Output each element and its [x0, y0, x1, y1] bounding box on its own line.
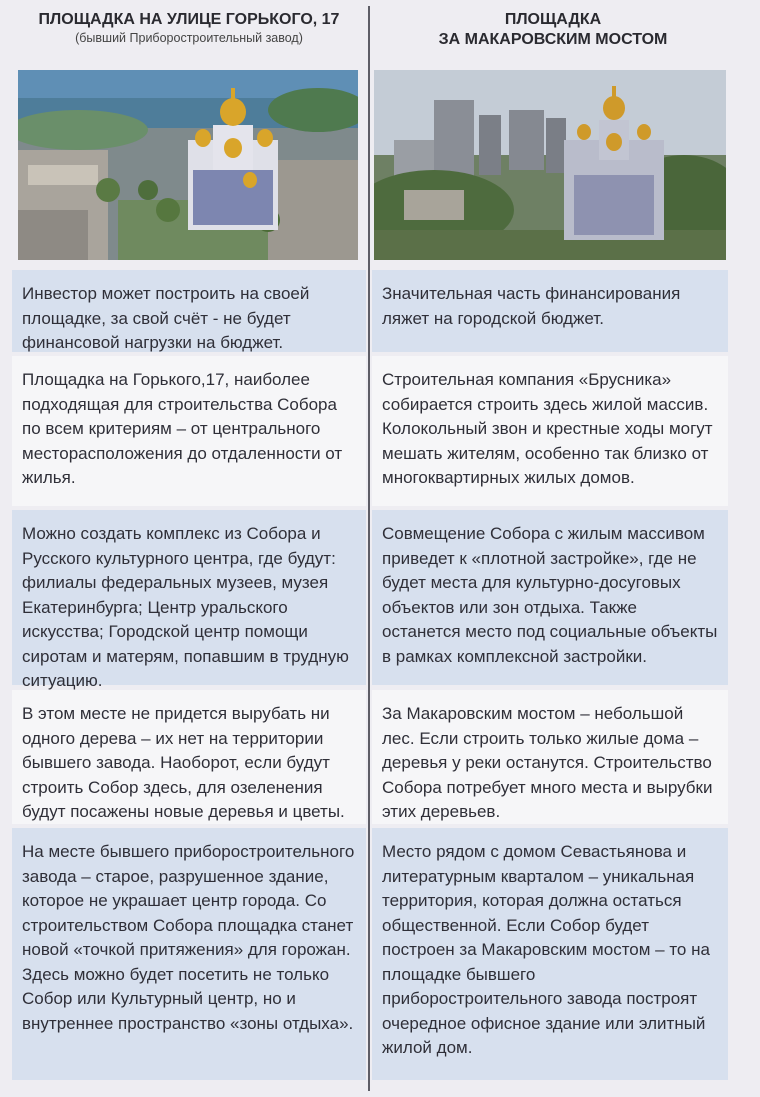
left-row-1: Инвестор может построить на своей площадке, за свой счёт - не будет финансовой нагрузки на бюджет. [12, 270, 366, 352]
right-row-5: Место рядом с домом Севастьянова и литературным кварталом – уникальная территория, которая должна остаться общественной. Если Собор будет построен за Макаровским мостом – то на площадке бывшего приборостроительного завода построят очередное офисное здание или элитный жилой дом. [372, 828, 728, 1080]
left-row-5: На месте бывшего приборостроительного завода – старое, разрушенное здание, которое не украшает центр города. Со строительством Собора площадка станет новой «точкой притяжения» для горожан. Здесь можно будет посетить не только Собор или Культурный центр, но и внутреннее пространство «зоны отдыха». [12, 828, 366, 1080]
left-row-3: Можно создать комплекс из Собора и Русского культурного центра, где будут: филиалы федеральных музеев, музея Екатеринбурга; Центр уральского искусства; Городской центр помощи сиротам и матерям, попавшим в трудную ситуацию. [12, 510, 366, 685]
right-row-2: Строительная компания «Брусника» собирается строить здесь жилой массив. Колокольный звон и крестные ходы могут мешать жителям, особенно так близко от многоквартирных жилых домов. [372, 356, 728, 506]
right-row-4: За Макаровским мостом – небольшой лес. Если строить только жилые дома – деревья у реки останутся. Строительство Собора потребует много места и вырубки этих деревьев. [372, 690, 728, 824]
left-title: ПЛОЩАДКА НА УЛИЦЕ ГОРЬКОГО, 17 [38, 11, 340, 28]
right-cathedral-render-image [374, 70, 726, 260]
column-divider [368, 6, 370, 1091]
left-column-title [14, 10, 364, 46]
right-column-title [378, 10, 728, 50]
right-title: ПЛОЩАДКА [504, 11, 602, 28]
right-row-3: Совмещение Собора с жилым массивом приведет к «плотной застройке», где не будет места для культурно-досуговых объектов или зон отдыха. Также останется место под социальные объекты в рамках комплексной застройки. [372, 510, 728, 685]
left-subtitle: (бывший Приборостроительный завод) [75, 31, 303, 45]
right-row-1: Значительная часть финансирования ляжет на городской бюджет. [372, 270, 728, 352]
left-row-2: Площадка на Горького,17, наиболее подходящая для строительства Собора по всем критериям – от центрального месторасположения до отдаленности от жилья. [12, 356, 366, 506]
left-row-4: В этом месте не придется вырубать ни одного дерева – их нет на территории бывшего завода. Наоборот, если будут строить Собор здесь, для озеленения будут посажены новые деревья и цветы. [12, 690, 366, 824]
left-cathedral-render-image [18, 70, 358, 260]
right-title-line2: ЗА МАКАРОВСКИМ МОСТОМ [438, 31, 668, 48]
